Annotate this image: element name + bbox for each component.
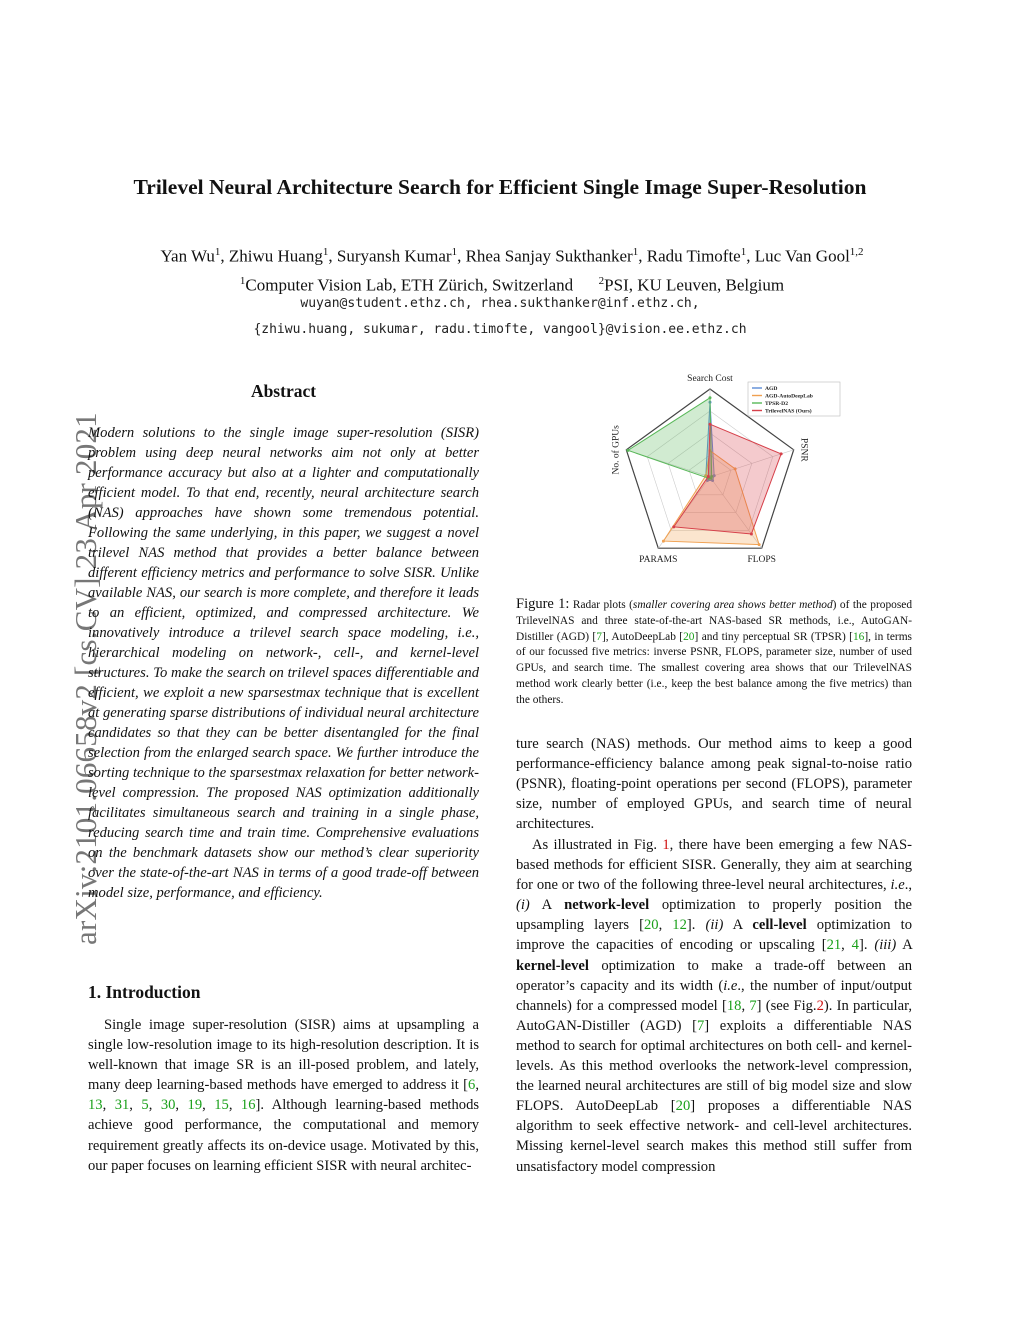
- radar-data-point: [672, 525, 675, 528]
- text-run: (iii): [874, 937, 897, 954]
- body-paragraph: ture search (NAS) methods. Our method aims to keep a good performance-efficiency balance among peak signal-to-noise ratio (PSNR), floating-point operations per second (FLOPS), parameter size, number of employed GPUs, and search time of neural architectures.: [516, 736, 912, 833]
- author-affiliation-mark: 1,2: [849, 246, 864, 258]
- author-name: Radu Timofte: [646, 246, 741, 266]
- text-run: (ii): [705, 917, 724, 934]
- author-list: Yan Wu$^1$, Zhiwu Huang$^1$, Suryansh Kumar$^1$, Rhea Sanjay Sukthanker$^1$, Radu Timofte$^1$, Luc Van Gool$^{1,2}$: [160, 246, 864, 266]
- radar-data-point: [750, 532, 753, 535]
- author-affiliation-mark: 1: [740, 246, 747, 258]
- radar-series-area: [628, 398, 712, 479]
- text-run: ). In particular, AutoGAN-Distiller (AGD) [: [516, 997, 912, 1034]
- email-line: {zhiwu.huang, sukumar, radu.timofte, vangool}@vision.ee.ethz.ch: [253, 322, 747, 337]
- figure-link[interactable]: 2: [816, 997, 824, 1014]
- figure-link[interactable]: 1: [662, 837, 670, 853]
- text-run: ., the number of input/output channels) for a compressed model [: [516, 977, 912, 1014]
- text-run: ] exploits a differentiable NAS method to search for optimal architectures on both cell- and kernel-levels. As this method overlooks the network-level compression, the learned neural architectures are still of big model size and slow FLOPS. AutoDeepLab [: [516, 1017, 912, 1115]
- citation-link[interactable]: 16: [240, 1097, 256, 1114]
- author-name: Zhiwu Huang: [228, 246, 323, 266]
- author-name: Yan Wu: [160, 246, 215, 266]
- radar-axis-label: PARAMS: [639, 555, 678, 566]
- text-run: , there have been emerging a few NAS-based methods for efficient SISR. Generally, they aim at searching for one or two of the following three-level neural architectures,: [516, 837, 912, 894]
- citation-link[interactable]: 7: [697, 1017, 705, 1034]
- citation-link[interactable]: 31: [114, 1097, 130, 1114]
- citation-link[interactable]: 15: [214, 1097, 229, 1114]
- citation-link[interactable]: 21: [826, 937, 842, 954]
- citation-link[interactable]: 6: [468, 1077, 476, 1094]
- text-run: ) of the proposed TrilevelNAS and three state-of-the-art NAS-based SR methods, i.e., AutoGAN-Distiller (AGD) [: [516, 599, 913, 643]
- affiliation-number: 1: [239, 274, 246, 287]
- intro-paragraph: Single image super-resolution (SISR) aims at upsampling a single low-resolution image to its high-resolution description. It is well-known that image SR is an ill-posed problem, and lately, many deep learning-based methods have emerged to address it [6, 13, 31, 5, 30, 19, 15, 16]. Although learning-based methods achieve good performance, the computational and memory requirement greatly affects its on-device usage. Motivated by this, our paper focuses on learning efficient SISR with neural architec-: [88, 1017, 480, 1174]
- author-affiliation-mark: 1: [214, 246, 221, 258]
- radar-data-point: [626, 449, 629, 452]
- text-run: optimization to improve the capacities of encoding or upscaling [: [516, 917, 912, 954]
- text-run: optimization to properly position the upsampling layers [: [516, 897, 912, 934]
- text-run: ], AutoDeepLab [: [601, 630, 684, 643]
- text-run: A: [896, 937, 912, 954]
- text-run: ] and tiny perceptual SR (TPSR) [: [694, 630, 853, 643]
- affiliation-2: PSI, KU Leuven, Belgium: [604, 275, 785, 295]
- text-run: .,: [904, 877, 912, 894]
- figure-caption: [516, 597, 912, 709]
- text-run: kernel-level: [516, 957, 589, 974]
- author-affiliation-mark: 1: [632, 246, 639, 258]
- text-run: i.e: [723, 977, 738, 994]
- citation-link[interactable]: 18: [726, 997, 742, 1014]
- text-run: A: [529, 897, 565, 914]
- email-line: wuyan@student.ethz.ch, rhea.sukthanker@inf.ethz.ch,: [300, 296, 700, 311]
- author-name: Suryansh Kumar: [336, 246, 452, 266]
- author-affiliation-mark: 1: [451, 246, 458, 258]
- author-affiliation-mark: 1: [322, 246, 329, 258]
- author-name: Rhea Sanjay Sukthanker: [465, 246, 633, 266]
- email-block: [0, 291, 1000, 343]
- radar-legend: [748, 382, 840, 416]
- text-run: ].: [686, 917, 706, 934]
- arxiv-id: arXiv:2101.06658v2 [cs.CV] 23 Apr 2021: [68, 412, 103, 945]
- radar-axis-label: Search Cost: [687, 374, 733, 384]
- text-run: ] proposes a differentiable NAS algorithm to seek effective network- and cell-level architectures. Missing kernel-level search makes this method still suffer from unsatisfactory model compression: [516, 1098, 912, 1175]
- text-run: ].: [858, 937, 875, 954]
- legend-entry: AGD-AutoDeepLab: [765, 393, 813, 400]
- intro-heading: 1. Introduction: [88, 982, 201, 1002]
- paper-title: Trilevel Neural Architecture Search for Efficient Single Image Super-Resolution: [133, 175, 867, 199]
- text-run: (i): [516, 897, 530, 914]
- text-run: network-level: [564, 897, 650, 914]
- citation-link[interactable]: 7: [749, 997, 757, 1014]
- text-run: optimization to make a trade-off between an operator’s capacity and its width (: [516, 957, 912, 994]
- citation-link[interactable]: 20: [675, 1098, 691, 1115]
- radar-data-point: [709, 423, 712, 426]
- radar-axis-label: FLOPS: [747, 555, 776, 566]
- citation-link[interactable]: 12: [672, 917, 687, 934]
- citation-link[interactable]: 7: [596, 630, 602, 643]
- figure-label: Figure 1:: [516, 596, 570, 612]
- radar-chart: [560, 374, 860, 590]
- text-run: ]. Although learning-based methods achieve good performance, the computational and memory requirement greatly affects its on-device usage. Motivated by this, our paper focuses on learning efficient SISR with neural architec-: [88, 1097, 480, 1174]
- text-run: i.e: [890, 877, 905, 894]
- abstract-heading: Abstract: [250, 381, 317, 401]
- text-run: A: [723, 917, 753, 934]
- citation-link[interactable]: 30: [160, 1097, 176, 1114]
- citation-link[interactable]: 20: [643, 917, 659, 934]
- text-run: Radar plots (: [569, 599, 633, 611]
- abstract-text: Modern solutions to the single image super-resolution (SISR) problem using deep neural networks aim not only at better performance accuracy but also at a lighter and computationally efficient model. To that end, recently, neural architecture search (NAS) approaches have shown some tremendous potential. Following the same underlying, in this paper, we suggest a novel trilevel NAS method that provides a better balance between different efficiency metrics and performance to solve SISR. Unlike available NAS, our search is more complete, and therefore it leads to an efficient, optimized, and compressed architecture. We innovatively introduce a trilevel search space modeling, i.e., hierarchical modeling on network-, cell-, and kernel-level structures. To make the search on trilevel spaces differentiable and efficient, we exploit a new sparsestmax technique that is excellent at generating sparse distributions of individual neural architecture candidates so that they can be better disentangled for the final selection from the enlarged search space. We further introduce the sorting technique to the sparsestmax relaxation for better network-level compression. The proposed NAS optimization additionally facilitates simultaneous search and training in a single phase, reducing search time and train time. Comprehensive evaluations on the benchmark datasets show our method’s clear superiority over the state-of-the-art NAS in terms of a good trade-off between model size, performance, and efficiency.: [88, 425, 480, 901]
- citation-link[interactable]: 16: [852, 630, 865, 643]
- text-run: cell-level: [752, 917, 807, 934]
- citation-link[interactable]: 20: [683, 630, 695, 643]
- radar-data-point: [709, 396, 712, 399]
- text-run: ], in terms of our focussed five metrics: inverse PSNR, FLOPS, parameter size, number of used GPUs, and search time. The smallest covering area shows that our TrilevelNAS method work clearly better (i.e., keep the best balance among the five metrics) than the others.: [516, 630, 912, 706]
- citation-link[interactable]: 13: [88, 1097, 103, 1114]
- arxiv-stamp: [20, 385, 103, 945]
- legend-entry: TrilevelNAS (Ours): [765, 408, 812, 415]
- radar-axis-label: No. of GPUs: [611, 425, 622, 475]
- radar-data-point: [707, 475, 710, 478]
- radar-axis-label: PSNR: [798, 437, 809, 462]
- radar-data-point: [662, 540, 665, 543]
- affiliation-number: 2: [598, 274, 605, 287]
- citation-link[interactable]: 5: [141, 1097, 149, 1114]
- radar-data-point: [780, 452, 783, 455]
- author-name: Luc Van Gool: [754, 246, 850, 266]
- citation-link[interactable]: 4: [851, 937, 859, 954]
- text-run: Single image super-resolution (SISR) aims at upsampling a single low-resolution image to its high-resolution description. It is well-known that image SR is an ill-posed problem, and lately, many deep learning-based methods have emerged to address it [: [88, 1017, 479, 1094]
- author-block: [0, 240, 1024, 297]
- legend-entry: AGD: [765, 386, 778, 392]
- body-paragraph: As illustrated in Fig. 1, there have been emerging a few NAS-based methods for efficient SISR. Generally, they aim at searching for one or two of the following three-level neural architectures, i.e., (i) A network-level optimization to properly position the upsampling layers [20, 12]. (ii) A cell-level optimization to improve the capacities of encoding or upscaling [21, 4]. (iii) A kernel-level optimization to make a trade-off between an operator’s capacity and its width (i.e., the number of input/output channels) for a compressed model [18, 7] (see Fig.2). In particular, AutoGAN-Distiller (AGD) [7] exploits a differentiable NAS method to search for optimal architectures on both cell- and kernel-levels. As this method overlooks the network-level compression, the learned neural architectures are still of big model size and slow FLOPS. AutoDeepLab [20] proposes a differentiable NAS algorithm to seek effective network- and cell-level architectures. Missing kernel-level search makes this method still suffer from unsatisfactory model compression: [516, 837, 912, 1175]
- text-run: ] (see Fig.: [756, 997, 817, 1014]
- citation-link[interactable]: 19: [187, 1097, 203, 1114]
- affiliation-1: Computer Vision Lab, ETH Zürich, Switzerland: [245, 275, 574, 295]
- text-run: smaller covering area shows better method: [632, 599, 833, 611]
- legend-entry: TPSR-D2: [765, 401, 788, 407]
- text-run: As illustrated in Fig.: [532, 837, 663, 853]
- radar-data-point: [758, 543, 761, 546]
